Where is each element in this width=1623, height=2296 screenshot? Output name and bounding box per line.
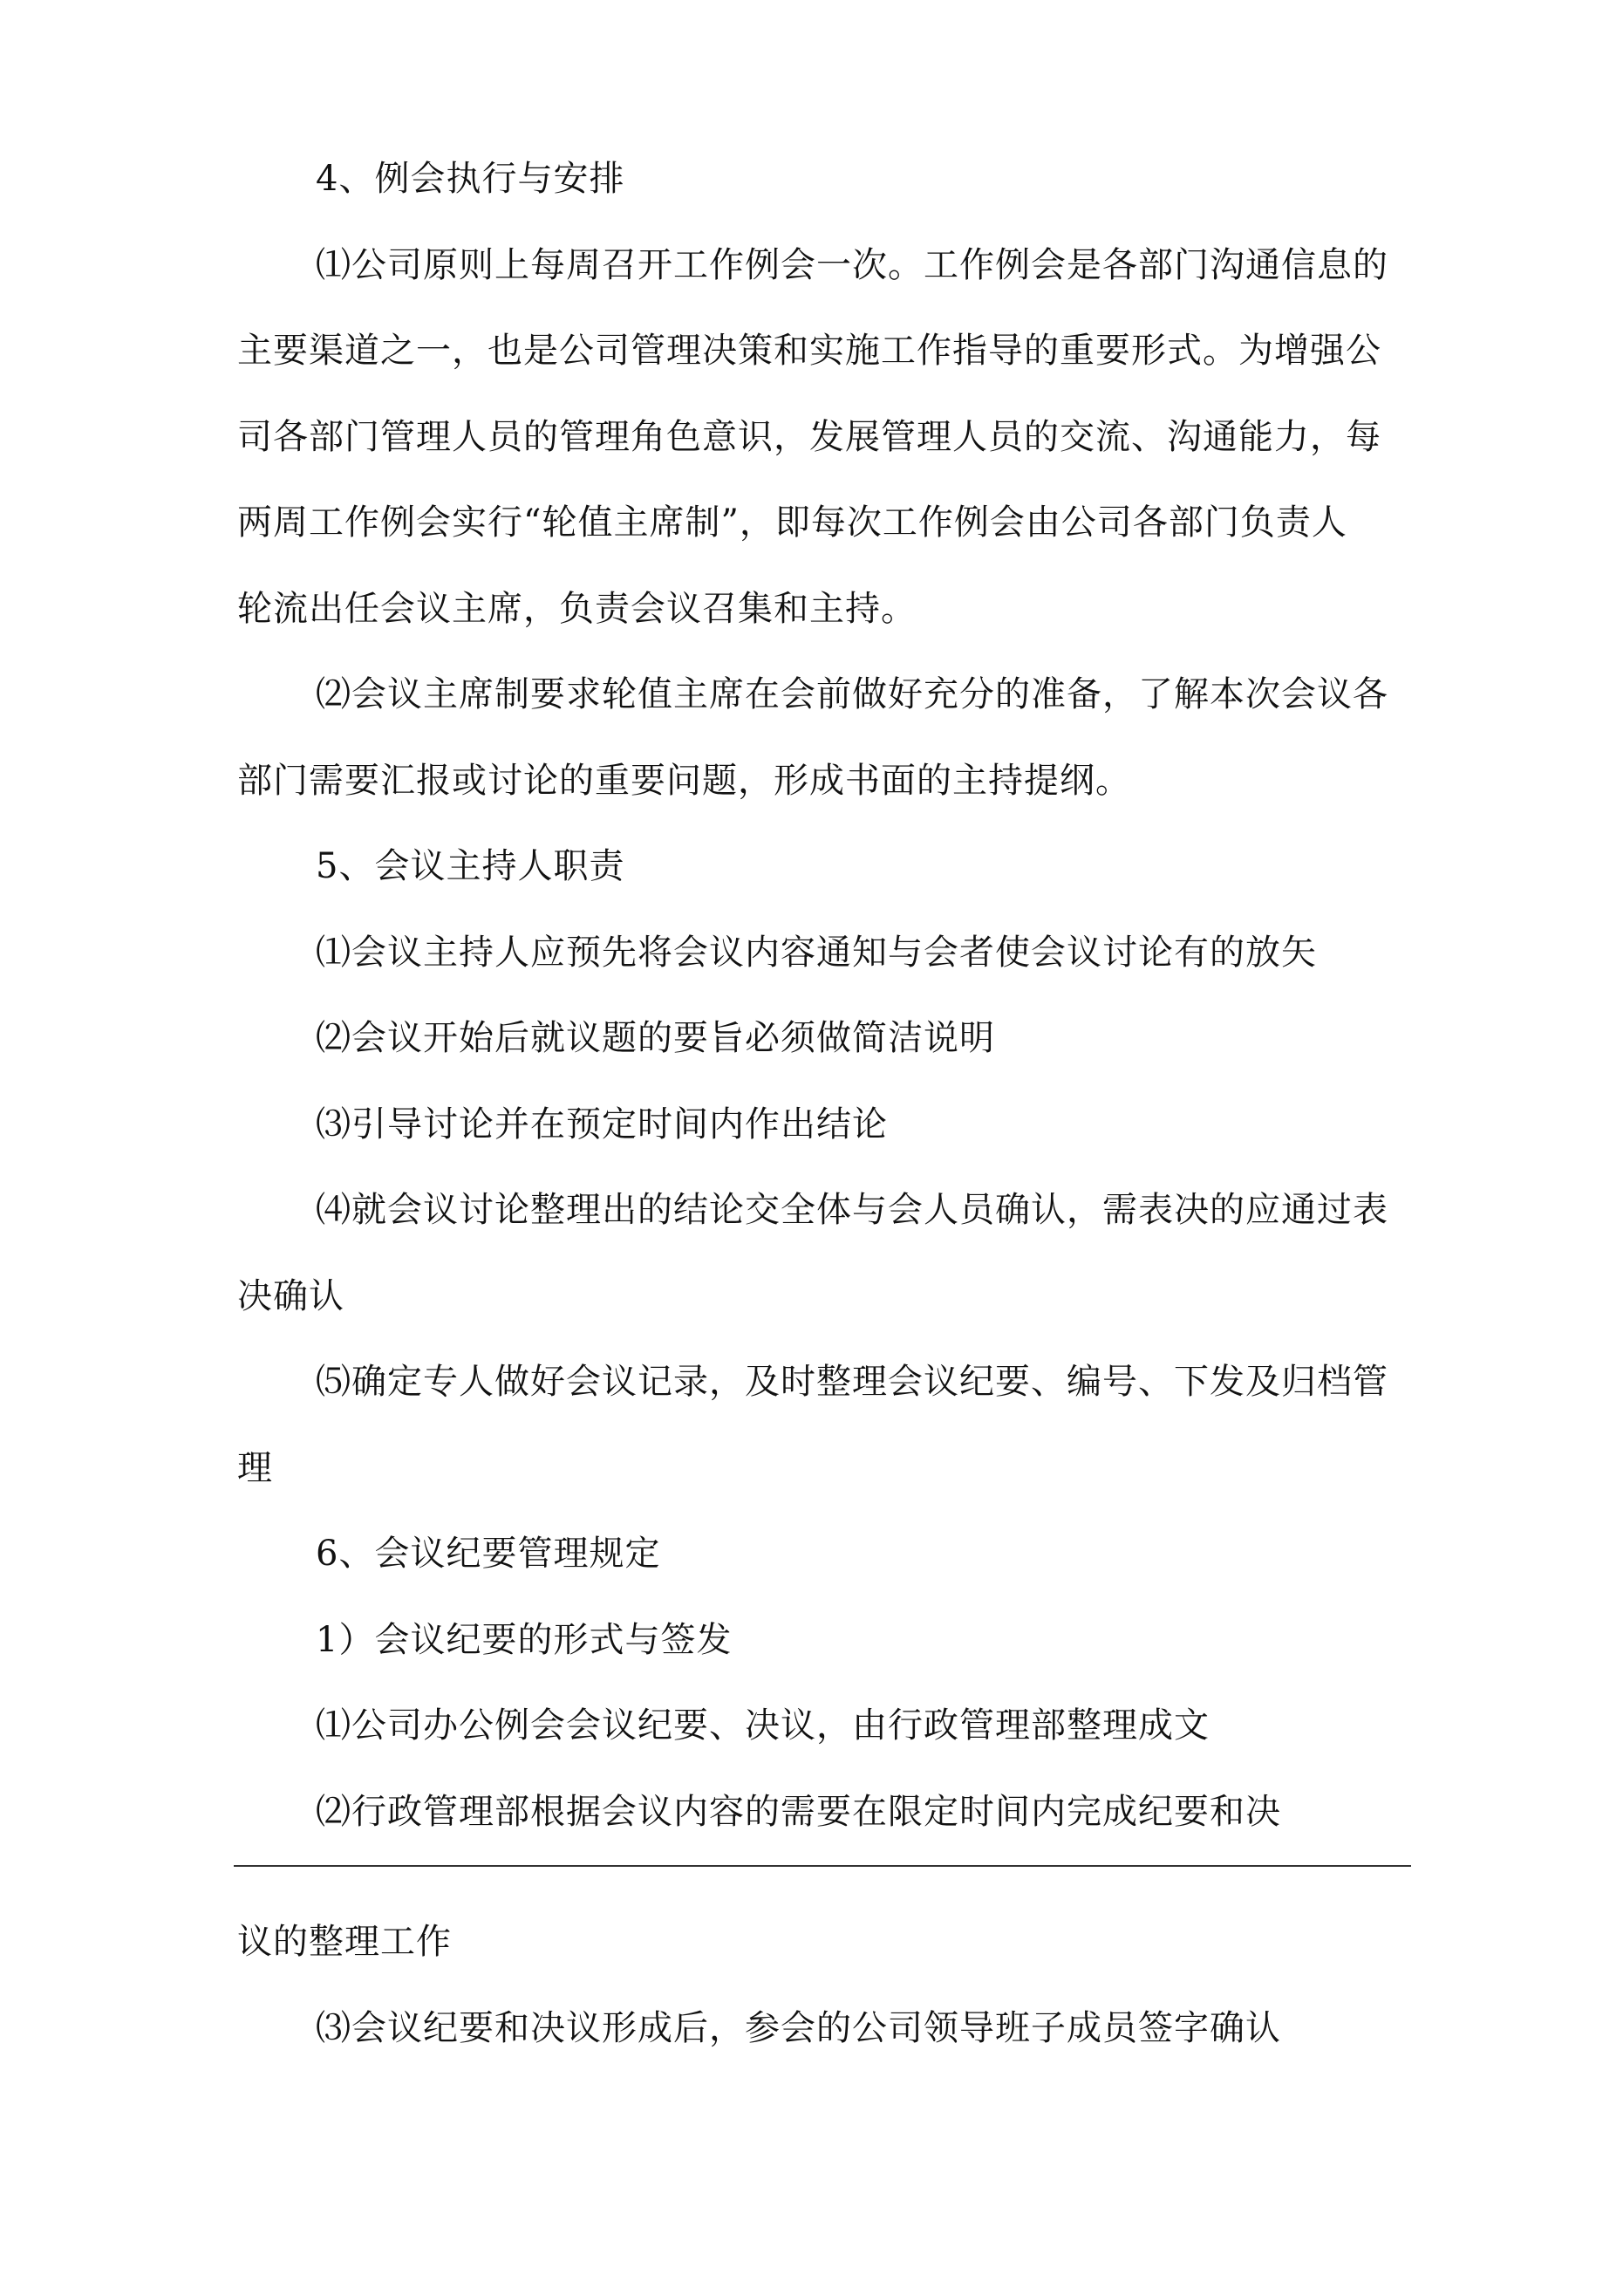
paragraph-line: 两周工作例会实行“轮值主席制”，即每次工作例会由公司各部门负责人 <box>237 502 1347 543</box>
list-item-continuation: 议的整理工作 <box>237 1922 452 1962</box>
heading-5-host-duties: 5、会议主持人职责 <box>316 846 625 886</box>
heading-4-meeting-arrangement: 4、例会执行与安排 <box>316 159 625 199</box>
paragraph-line: 主要渠道之一，也是公司管理决策和实施工作指导的重要形式。为增强公 <box>237 331 1381 371</box>
page-divider <box>234 1865 1411 1867</box>
paragraph-line: 轮流出任会议主席，负责会议召集和主持。 <box>237 589 917 629</box>
list-item: ⑶引导讨论并在预定时间内作出结论 <box>316 1104 888 1145</box>
paragraph-line: ⑴公司原则上每周召开工作例会一次。工作例会是各部门沟通信息的 <box>316 245 1388 285</box>
list-item: ⑸确定专人做好会议记录，及时整理会议纪要、编号、下发及归档管 <box>316 1362 1388 1402</box>
heading-6-minutes-rules: 6、会议纪要管理规定 <box>316 1534 661 1574</box>
list-item: ⑵会议开始后就议题的要旨必须做简洁说明 <box>316 1018 995 1058</box>
list-item-continuation: 理 <box>237 1448 273 1488</box>
list-item-continuation: 决确认 <box>237 1276 344 1316</box>
paragraph-line: ⑵会议主席制要求轮值主席在会前做好充分的准备，了解本次会议各 <box>316 674 1388 714</box>
list-item: ⑵行政管理部根据会议内容的需要在限定时间内完成纪要和决 <box>316 1792 1281 1832</box>
subheading-1-format-signoff: 1）会议纪要的形式与签发 <box>316 1620 733 1660</box>
list-item: ⑴公司办公例会会议纪要、决议，由行政管理部整理成文 <box>316 1705 1210 1746</box>
paragraph-line: 部门需要汇报或讨论的重要问题，形成书面的主持提纲。 <box>237 761 1131 801</box>
list-item: ⑶会议纪要和决议形成后，参会的公司领导班子成员签字确认 <box>316 2008 1281 2048</box>
list-item: ⑷就会议讨论整理出的结论交全体与会人员确认，需表决的应通过表 <box>316 1190 1388 1230</box>
list-item: ⑴会议主持人应预先将会议内容通知与会者使会议讨论有的放矢 <box>316 933 1317 973</box>
paragraph-line: 司各部门管理人员的管理角色意识，发展管理人员的交流、沟通能力，每 <box>237 417 1381 457</box>
